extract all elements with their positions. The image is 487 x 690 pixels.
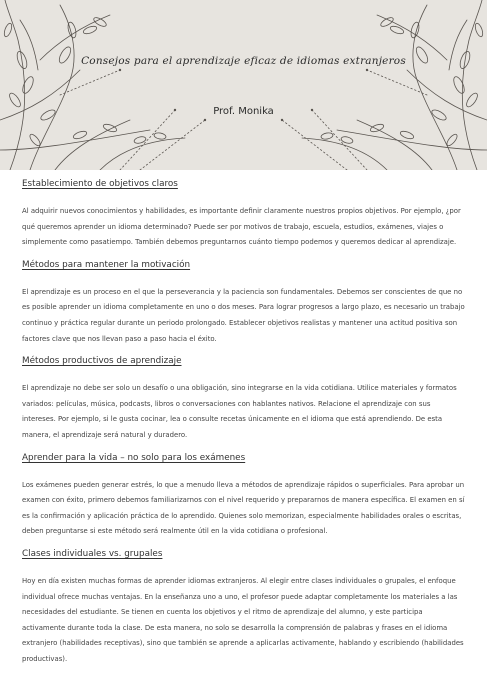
section-body: Al adquirir nuevos conocimientos y habilidades, es importante definir claramente nuestros propios objetivos. Por ejemplo, ¿por qué queremos aprender un idioma determinado? Puede ser por motivos de trabajo, escuela, estudios, exámenes, viajes o simplemente como pasatiempo. También debemos preguntarnos cuánto tiempo podemos y queremos dedicar al aprendizaje. [22,207,461,247]
section-body: Hoy en día existen muchas formas de aprender idiomas extranjeros. Al elegir entre clases individuales o grupales, el enfoque individual ofrece muchas ventajas. En la enseñanza uno a uno, el profesor puede adaptar completamente los materiales a las necesidades del estudiante. Se tienen en cuenta los objetivos y el ritmo de aprendizaje del alumno, y este participa activamente durante toda la clase. De esta manera, no solo se desarrolla la comprensión de palabras y frases en el idioma extranjero (habilidades receptivas), sino que también se aprende a aplicarlas activamente, hablando y escribiendo (habilidades productivas). [22,576,464,663]
section-body: El aprendizaje no debe ser solo un desafío o una obligación, sino integrarse en la vida cotidiana. Utilice materiales y formatos variados: películas, música, podcasts, libros o conversaciones con hablantes nativos. Relacione el aprendizaje con sus intereses. Por ejemplo, si le gusta cocinar, lea o consulte recetas únicamente en el idioma que está aprendiendo. De esta manera, el aprendizaje será natural y duradero. [22,384,457,439]
section-heading: Métodos productivos de aprendizaje [22,356,182,367]
section-clases [22,548,466,668]
section-heading: Clases individuales vs. grupales [22,548,163,559]
section-body: El aprendizaje es un proceso en el que la perseverancia y la paciencia son fundamentales. Debemos ser conscientes de que no es posible aprender un idioma completamente en uno o dos meses. Para lograr progresos a largo plazo, es necesario un trabajo continuo y práctica regular durante un periodo prolongado. Establecer objetivos realistas y mantener una actitud positiva son factores clave que nos llevan paso a paso hacia el éxito. [22,287,465,343]
header-banner [0,0,487,170]
section-heading: Métodos para mantener la motivación [22,259,191,270]
section-objetivos [22,178,466,251]
section-motivacion [22,259,466,347]
author-name: Prof. Monika [213,106,274,117]
section-heading: Aprender para la vida – no solo para los exámenes [22,452,246,463]
section-heading: Establecimiento de objetivos claros [22,179,178,189]
botanical-illustration [0,0,487,170]
section-metodos [22,355,466,443]
page-title: Consejos para el aprendizaje eficaz de idiomas extranjeros [81,55,406,67]
article-content [22,178,466,675]
section-body: Los exámenes pueden generar estrés, lo que a menudo lleva a métodos de aprendizaje rápidos o superficiales. Para aprobar un examen con éxito, primero debemos familiarizarnos con el nivel requerido y prepararnos de manera específica. El examen en sí es la confirmación y aplicación práctica de lo aprendido. Quienes solo memorizan, especialmente habilidades orales o escritas, deben preguntarse si este método será realmente útil en la vida cotidiana o profesional. [22,480,465,536]
section-aprender-vida [22,452,466,540]
